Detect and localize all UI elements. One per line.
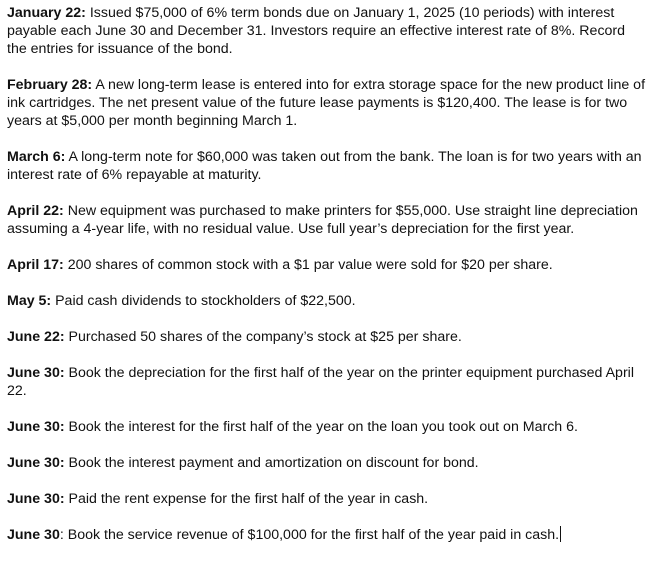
entry-text: A new long-term lease is entered into for extra storage space for the new product line of ink cartridges. The net present value of the future lease payments is $120,400. The lease is for two years at $5,000 per month beginning March 1. bbox=[7, 77, 646, 129]
entry-text: Paid cash dividends to stockholders of $22,500. bbox=[51, 293, 356, 309]
entry-january-22 bbox=[7, 4, 647, 58]
entry-date: June 30: bbox=[7, 491, 65, 507]
entry-date: June 30: bbox=[7, 455, 65, 471]
entry-june-30-rent bbox=[7, 490, 647, 508]
entry-date: April 17: bbox=[7, 257, 64, 273]
entry-date: June 22: bbox=[7, 329, 65, 345]
entry-date: June 30 bbox=[7, 527, 60, 543]
entry-text: New equipment was purchased to make printers for $55,000. Use straight line depreciation assuming a 4-year life, with no residual value. Use full year’s depreciation for the first year. bbox=[7, 203, 638, 237]
entry-march-6 bbox=[7, 148, 647, 184]
document-body bbox=[7, 4, 647, 544]
entry-text: Book the service revenue of $100,000 for the first half of the year paid in cash. bbox=[63, 527, 560, 543]
entry-june-30-loan-interest bbox=[7, 418, 647, 436]
entry-april-17 bbox=[7, 256, 647, 274]
entry-text: Book the interest for the first half of the year on the loan you took out on March 6. bbox=[64, 419, 578, 435]
entry-text: Purchased 50 shares of the company’s stock at $25 per share. bbox=[64, 329, 462, 345]
entry-text: Book the depreciation for the first half of the year on the printer equipment purchased April 22. bbox=[7, 365, 634, 399]
text-cursor bbox=[560, 526, 561, 542]
entry-date: March 6: bbox=[7, 149, 66, 165]
entry-text: 200 shares of common stock with a $1 par value were sold for $20 per share. bbox=[63, 257, 553, 273]
entry-colon: : bbox=[59, 527, 64, 543]
entry-june-30-depreciation bbox=[7, 364, 647, 400]
entry-june-30-bond-interest bbox=[7, 454, 647, 472]
entry-text: Issued $75,000 of 6% term bonds due on January 1, 2025 (10 periods) with interest payable each June 30 and December 31. Investors require an effective interest rate of 8%. Record the entries for issuance of the bond. bbox=[7, 5, 626, 57]
entry-date: January 22: bbox=[7, 5, 86, 21]
entry-date: May 5: bbox=[7, 293, 52, 309]
entry-text: A long-term note for $60,000 was taken out from the bank. The loan is for two years with an interest rate of 6% repayable at maturity. bbox=[7, 149, 642, 183]
entry-april-22 bbox=[7, 202, 647, 238]
entry-february-28 bbox=[7, 76, 647, 130]
entry-text: Paid the rent expense for the first half of the year in cash. bbox=[64, 491, 429, 507]
entry-date: June 30: bbox=[7, 419, 65, 435]
entry-june-22 bbox=[7, 328, 647, 346]
entry-date: June 30: bbox=[7, 365, 65, 381]
entry-date: February 28: bbox=[7, 77, 93, 93]
entry-june-30-revenue[interactable] bbox=[7, 526, 647, 544]
entry-may-5 bbox=[7, 292, 647, 310]
entry-date: April 22: bbox=[7, 203, 64, 219]
entry-text: Book the interest payment and amortization on discount for bond. bbox=[64, 455, 479, 471]
